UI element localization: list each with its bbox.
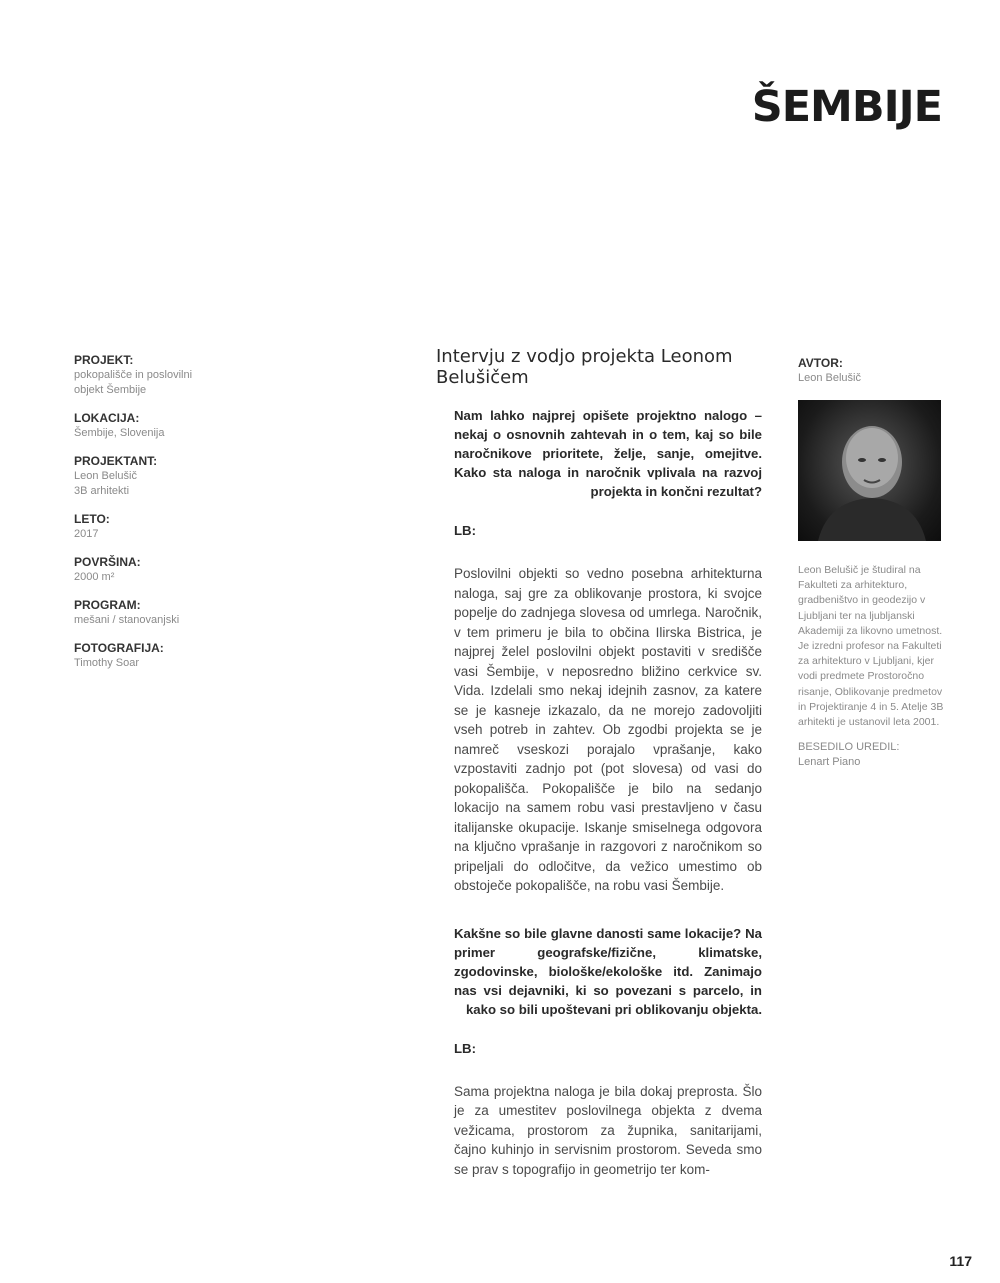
meta-label: PROJEKTANT: [74,454,158,468]
project-metadata [74,352,264,683]
meta-label: PROGRAM: [74,598,141,612]
meta-location [74,410,264,441]
meta-program [74,597,264,628]
author-name: Leon Belušič [798,372,861,384]
meta-value: 2000 m² [74,571,115,583]
meta-value: Šembije, Slovenija [74,427,165,439]
meta-designer [74,453,264,499]
interview-column [436,346,762,1207]
portrait-silhouette-icon [798,400,941,541]
meta-value: Timothy Soar [74,657,140,669]
meta-value: Leon Belušič 3B arhitekti [74,470,137,497]
interview-answer-1: Poslovilni objekti so vedno posebna arhitekturna naloga, saj gre za oblikovanje prostora, ki svojce popelje do zadnjega slovesa od umrlega. Naročnik, v tem primeru je bila to občina Ilirska Bistrica, je najprej želel poslovilni objekt postaviti v središče vasi Šembije, v neposredno bližino cerkvice sv. Vida. Izdelali smo nekaj idejnih zasnov, za katere se je kasneje izkazalo, da ne morejo zadovoljiti vseh potreb in zahtev. Ob zgodbi projekta se je namreč vseskozi porajalo vprašanje, kako vzpostaviti zadnjo pot (pot slovesa) od vasi do pokopališča. Pokopališče je bilo na sedanjo lokacijo na samem robu vasi prestavljeno v času italijanske okupacije. Iskanje smiselnega odgovora na ključno vprašanje in razgovori z naročnikom so pripeljali do odločitve, da vežico umestimo ob obstoječe pokopališče, na robu vasi Šembije. [454,566,762,893]
author-portrait-photo [798,400,941,541]
meta-area [74,554,264,585]
interview-heading: Intervju z vodjo projekta Leonom Belušičem [436,346,733,388]
meta-value: 2017 [74,528,99,540]
meta-value: pokopališče in poslovilni objekt Šembije [74,369,193,396]
author-column [798,355,948,770]
interview-question-2: Kakšne so bile glavne danosti same lokacije? Na primer geografske/fizične, klimatske, zgodovinske, biološke/ekološke itd. Zanimajo nas vsi dejavniki, ki so povezani s parcelo, in kako so bili upoštevani pri oblikovanju objekta. [454,925,762,1017]
meta-label: LETO: [74,512,110,526]
meta-value: mešani / stanovanjski [74,614,180,626]
meta-project [74,352,264,398]
interview-question-1: Nam lahko najprej opišete projektno nalogo – nekaj o osnovnih zahtevah in o tem, kaj so bile naročnikove prioritete, želje, sanje, omejitve. Kako sta naloga in naročnik vplivala na razvoj projekta in končni rezultat? [454,408,762,499]
meta-label: POVRŠINA: [74,555,141,569]
author-label: AVTOR: [798,356,843,370]
meta-label: PROJEKT: [74,353,134,367]
meta-photography [74,640,264,671]
meta-year [74,511,264,542]
page-number: 117 [949,1253,972,1269]
author-bio: Leon Belušič je študiral na Fakulteti za arhitekturo, gradbeništvo in geodezijo v Ljubljani ter na ljubljanski Akademiji za likovno umetnost. Je izredni profesor na Fakulteti za arhitekturo v Ljubljani, kjer vodi predmete Prostoročno risanje, Oblikovanje predmetov in Projektiranje 4 in 5. Atelje 3B arhitekti je ustanovil leta 2001. [798,564,944,729]
speaker-label-2: LB: [454,1040,476,1056]
meta-label: FOTOGRAFIJA: [74,641,164,655]
page-title: ŠEMBIJE [751,82,942,132]
speaker-label-1: LB: [454,523,476,538]
editor-name: Lenart Piano [798,756,861,769]
editor-label: BESEDILO UREDIL: [798,741,900,754]
interview-answer-2: Sama projektna naloga je bila dokaj preprosta. Šlo je za umestitev poslovilnega objekta z dvema vežicama, prostorom za župnika, sanitarijami, čajno kuhinjo in servisnim prostorom. Seveda smo se prav s topografijo in geometrijo ter kom- [454,1083,762,1177]
meta-label: LOKACIJA: [74,411,140,425]
